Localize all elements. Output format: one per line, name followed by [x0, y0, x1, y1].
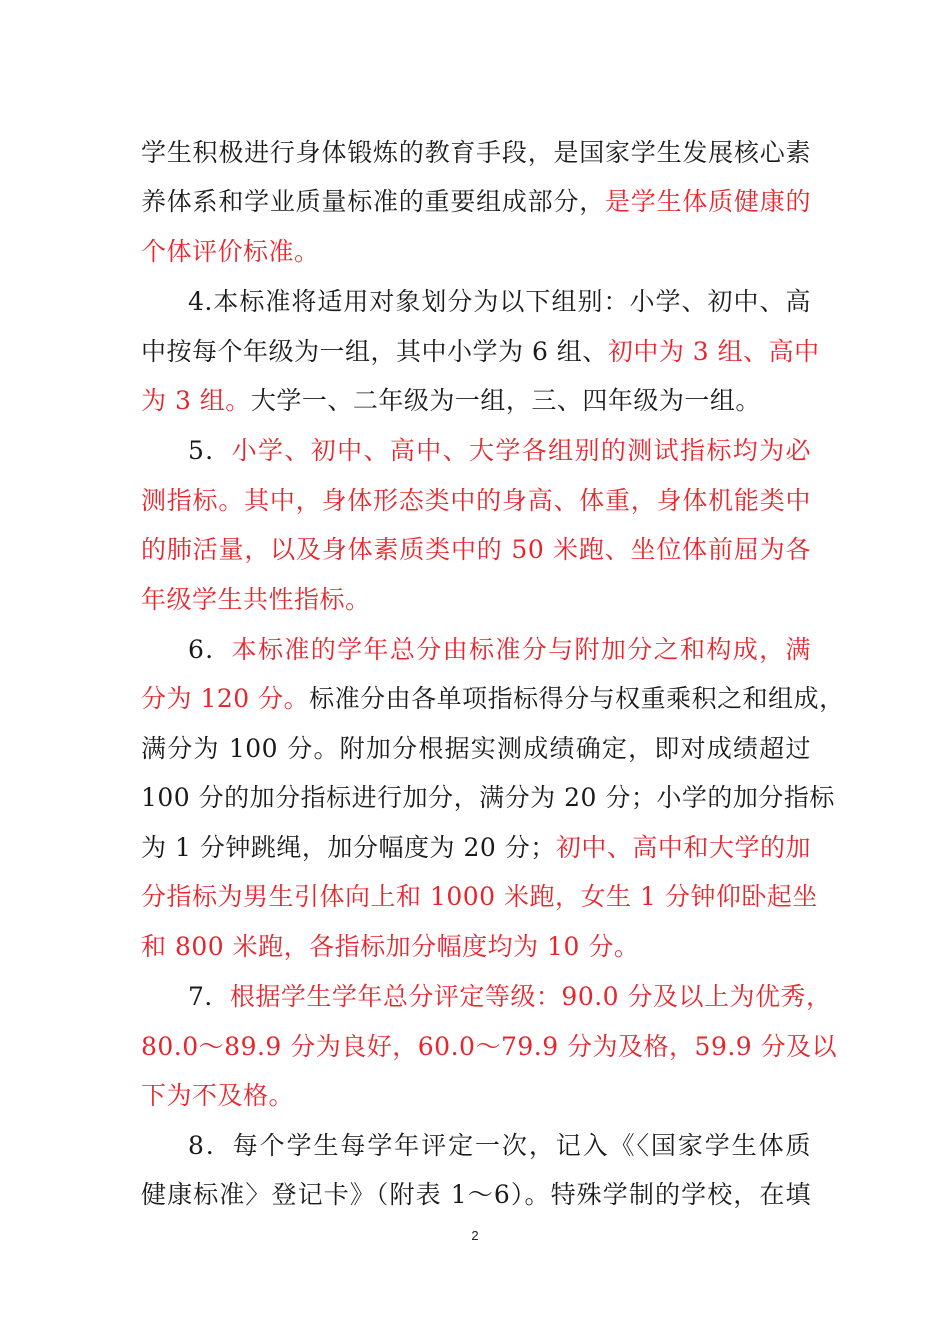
highlighted-text-run: 初中为 3 组、高中 [607, 337, 820, 366]
text-line [141, 133, 811, 173]
text-run: 中按每个年级为一组，其中小学为 6 组、 [141, 337, 608, 366]
highlighted-text-run: 和 800 米跑，各指标加分幅度均为 10 分。 [141, 932, 640, 961]
text-line [141, 1076, 811, 1116]
text-line [141, 1175, 811, 1215]
highlighted-text-run: 本标准的学年总分由标准分与附加分之和构成，满 [231, 635, 811, 664]
text-run: 为 1 分钟跳绳，加分幅度为 20 分； [141, 833, 556, 862]
text-line [141, 729, 811, 769]
text-line [188, 431, 811, 471]
text-run: 5． [188, 436, 232, 465]
text-line [141, 927, 811, 967]
text-line [141, 232, 811, 272]
text-run: 6． [188, 635, 232, 664]
text-line [141, 381, 811, 421]
text-run: 7． [188, 982, 230, 1011]
text-run: 大学一、二年级为一组，三、四年级为一组。 [250, 386, 761, 415]
highlighted-text-run: 是学生体质健康的 [605, 187, 811, 216]
text-line [141, 778, 835, 818]
text-line [188, 977, 832, 1017]
highlighted-text-run: 下为不及格。 [141, 1081, 295, 1110]
highlighted-text-run: 测指标。其中，身体形态类中的身高、体重，身体机能类中 [141, 486, 811, 515]
highlighted-text-run: 年级学生共性指标。 [141, 585, 371, 614]
highlighted-text-run: 初中、高中和大学的加 [555, 833, 811, 862]
highlighted-text-run: 个体评价标准。 [141, 237, 320, 266]
text-line [188, 282, 811, 322]
text-run: 100 分的加分指标进行加分，满分为 20 分；小学的加分指标 [141, 783, 835, 812]
text-run: 健康标准〉登记卡》（附表 1～6）。特殊学制的学校，在填 [141, 1180, 811, 1209]
text-run: 养体系和学业质量标准的重要组成部分， [141, 187, 606, 216]
text-run: 学生积极进行身体锻炼的教育手段，是国家学生发展核心素 [141, 138, 811, 167]
text-line [188, 1126, 811, 1166]
text-line [141, 332, 820, 372]
text-run: 满分为 100 分。附加分根据实测成绩确定，即对成绩超过 [141, 734, 811, 763]
highlighted-text-run: 小学、初中、高中、大学各组别的测试指标均为必 [231, 436, 811, 465]
text-line [141, 679, 845, 719]
highlighted-text-run: 根据学生学年总分评定等级：90.0 分及以上为优秀， [229, 982, 832, 1011]
highlighted-text-run: 分为 120 分。 [141, 684, 310, 713]
page-number: 2 [471, 1228, 479, 1243]
text-line [141, 530, 811, 570]
text-run: 标准分由各单项指标得分与权重乘积之和组成， [309, 684, 845, 713]
highlighted-text-run: 80.0～89.9 分为良好，60.0～79.9 分为及格，59.9 分及以 [141, 1032, 838, 1061]
highlighted-text-run: 为 3 组。 [141, 386, 251, 415]
text-line [141, 877, 818, 917]
text-line [141, 481, 811, 521]
text-run: 4.本标准将适用对象划分为以下组别：小学、初中、高 [188, 287, 811, 316]
highlighted-text-run: 分指标为男生引体向上和 1000 米跑，女生 1 分钟仰卧起坐 [141, 882, 818, 911]
text-line [188, 630, 811, 670]
highlighted-text-run: 的肺活量，以及身体素质类中的 50 米跑、坐位体前屈为各 [141, 535, 811, 564]
text-run: 8．每个学生每学年评定一次，记入《〈国家学生体质 [188, 1131, 811, 1160]
text-line [141, 580, 811, 620]
text-line [141, 828, 811, 868]
text-line [141, 1027, 838, 1067]
text-line [141, 182, 811, 222]
